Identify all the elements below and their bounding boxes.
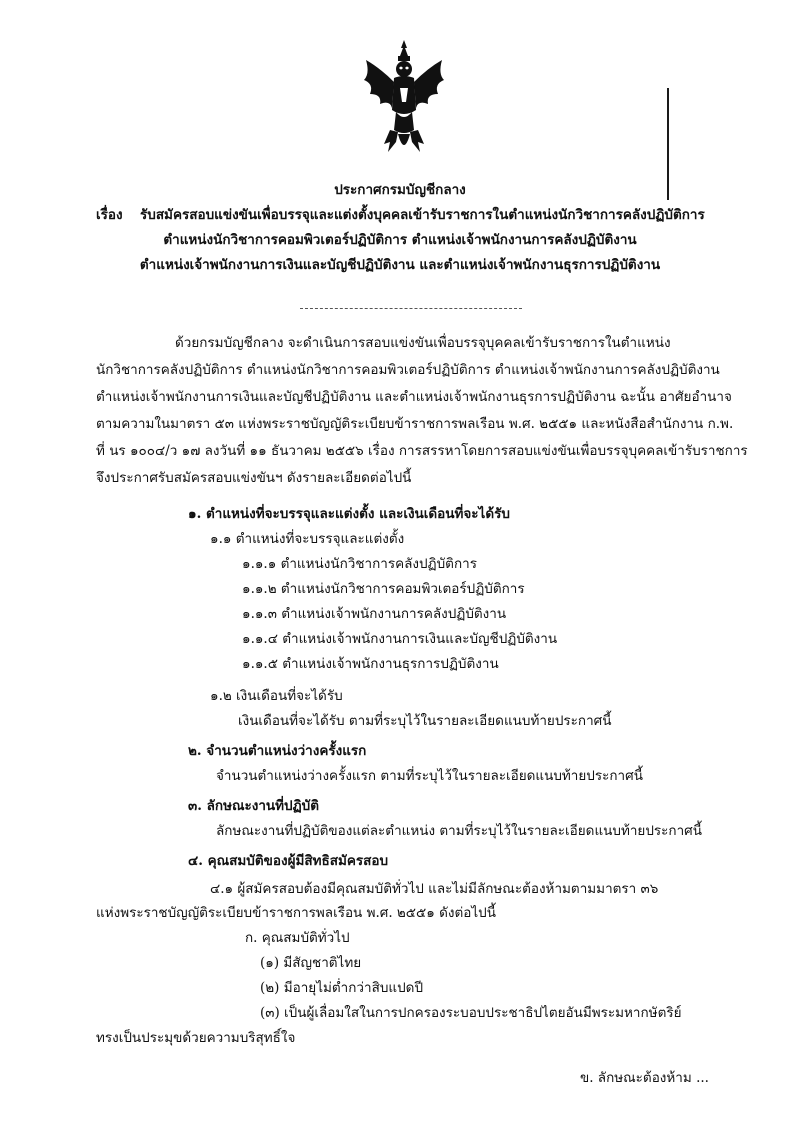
section-1-1-heading: ๑.๑ ตำแหน่งที่จะบรรจุและแต่งตั้ง bbox=[210, 531, 405, 547]
position-item: ๑.๑.๒ ตำแหน่งนักวิชาการคอมพิวเตอร์ปฏิบัติการ bbox=[242, 581, 525, 597]
agency-heading: ประกาศกรมบัญชีกลาง bbox=[334, 182, 466, 198]
qual-item: (๓) เป็นผู้เลื่อมใสในการปกครองระบอบประชาธิปไตยอันมีพระมหากษัตริย์ bbox=[260, 1005, 682, 1021]
intro-line-4: ตามความในมาตรา ๕๓ แห่งพระราชบัญญัติระเบียบข้าราชการพลเรือน พ.ศ. ๒๕๕๑ และหนังสือสำนักงาน ก.พ. bbox=[96, 416, 734, 432]
section-4-heading: ๔. คุณสมบัติของผู้มีสิทธิสมัครสอบ bbox=[188, 853, 389, 869]
section-4-1-line-1: ๔.๑ ผู้สมัครสอบต้องมีคุณสมบัติทั่วไป และไม่มีลักษณะต้องห้ามตามมาตรา ๓๖ bbox=[210, 881, 659, 897]
intro-line-5: ที่ นร ๑๐๐๔/ว ๑๗ ลงวันที่ ๑๑ ธันวาคม ๒๕๕๖ เรื่อง การสรรหาโดยการสอบแข่งขันเพื่อบรรจุบุคคลเข้ารับราชการ bbox=[96, 443, 748, 459]
section-2-heading: ๒. จำนวนตำแหน่งว่างครั้งแรก bbox=[188, 743, 367, 759]
section-4-1-line-2: แห่งพระราชบัญญัติระเบียบข้าราชการพลเรือน พ.ศ. ๒๕๕๑ ดังต่อไปนี้ bbox=[96, 905, 496, 921]
section-1-heading: ๑. ตำแหน่งที่จะบรรจุและแต่งตั้ง และเงินเดือนที่จะได้รับ bbox=[188, 506, 510, 522]
section-2-text: จำนวนตำแหน่งว่างครั้งแรก ตามที่ระบุไว้ในรายละเอียดแนบท้ายประกาศนี้ bbox=[216, 768, 643, 784]
section-3-heading: ๓. ลักษณะงานที่ปฏิบัติ bbox=[188, 798, 320, 814]
subject-line-3: ตำแหน่งเจ้าพนักงานการเงินและบัญชีปฏิบัติงาน และตำแหน่งเจ้าพนักงานธุรการปฏิบัติงาน bbox=[139, 257, 661, 273]
divider bbox=[300, 308, 522, 309]
subject-line-1: รับสมัครสอบแข่งขันเพื่อบรรจุและแต่งตั้งบุคคลเข้ารับราชการในตำแหน่งนักวิชาการคลังปฏิบัติการ bbox=[140, 207, 705, 223]
section-3-text: ลักษณะงานที่ปฏิบัติของแต่ละตำแหน่ง ตามที่ระบุไว้ในรายละเอียดแนบท้ายประกาศนี้ bbox=[216, 823, 702, 839]
page-continuation: ข. ลักษณะต้องห้าม ... bbox=[580, 1070, 709, 1086]
intro-line-3: ตำแหน่งเจ้าพนักงานการเงินและบัญชีปฏิบัติงาน และตำแหน่งเจ้าพนักงานธุรการปฏิบัติงาน ฉะนั้น อาศัยอำนาจ bbox=[96, 389, 732, 405]
subject-line-2: ตำแหน่งนักวิชาการคอมพิวเตอร์ปฏิบัติการ ตำแหน่งเจ้าพนักงานการคลังปฏิบัติงาน bbox=[163, 232, 637, 248]
section-1-2-heading: ๑.๒ เงินเดือนที่จะได้รับ bbox=[210, 688, 343, 704]
section-1-2-text: เงินเดือนที่จะได้รับ ตามที่ระบุไว้ในรายละเอียดแนบท้ายประกาศนี้ bbox=[238, 713, 612, 729]
position-item: ๑.๑.๕ ตำแหน่งเจ้าพนักงานธุรการปฏิบัติงาน bbox=[242, 656, 499, 672]
position-item: ๑.๑.๑ ตำแหน่งนักวิชาการคลังปฏิบัติการ bbox=[242, 556, 477, 572]
general-quals-heading: ก. คุณสมบัติทั่วไป bbox=[245, 930, 350, 946]
position-item: ๑.๑.๓ ตำแหน่งเจ้าพนักงานการคลังปฏิบัติงาน bbox=[242, 606, 507, 622]
intro-line-1: ด้วยกรมบัญชีกลาง จะดำเนินการสอบแข่งขันเพื่อบรรจุบุคคลเข้ารับราชการในตำแหน่ง bbox=[175, 335, 671, 351]
intro-line-2: นักวิชาการคลังปฏิบัติการ ตำแหน่งนักวิชาการคอมพิวเตอร์ปฏิบัติการ ตำแหน่งเจ้าพนักงานการคลังปฏิบัติงาน bbox=[96, 362, 720, 378]
intro-line-6: จึงประกาศรับสมัครสอบแข่งขันฯ ดังรายละเอียดต่อไปนี้ bbox=[96, 470, 412, 486]
subject-label: เรื่อง bbox=[96, 207, 123, 223]
position-item: ๑.๑.๔ ตำแหน่งเจ้าพนักงานการเงินและบัญชีปฏิบัติงาน bbox=[242, 631, 558, 647]
garuda-emblem-icon bbox=[360, 38, 448, 158]
qual-item: (๑) มีสัญชาติไทย bbox=[260, 955, 362, 971]
qual-item-continued: ทรงเป็นประมุขด้วยความบริสุทธิ์ใจ bbox=[96, 1030, 296, 1046]
qual-item: (๒) มีอายุไม่ต่ำกว่าสิบแปดปี bbox=[260, 980, 424, 996]
